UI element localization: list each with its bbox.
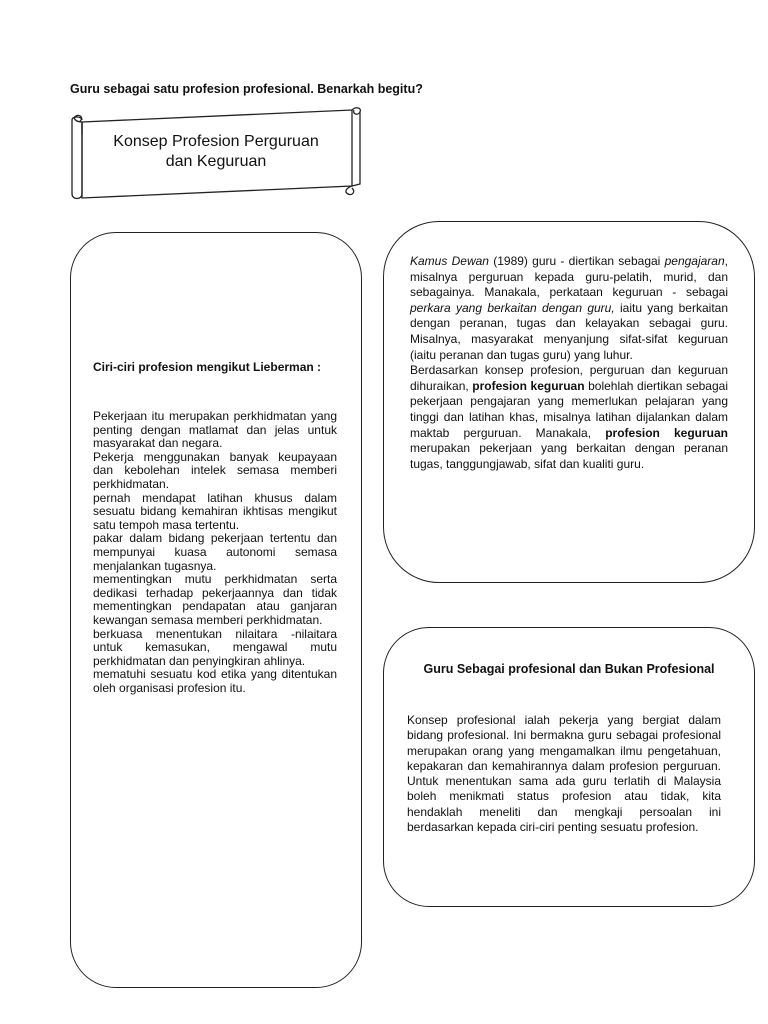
lieberman-item: Pekerja menggunakan banyak keupayaan dan kebolehan intelek semasa memberi perkhidmatan. [93,449,337,491]
profesional-body: Konsep profesional ialah pekerja yang bergiat dalam bidang profesional. Ini bermakna guru sebagai profesional merupakan orang yang mengamalkan ilmu pengetahuan, kepakaran dan kemahirannya dalam profesion perguruan. Untuk menentukan sama ada guru terlatih di Malaysia boleh menikmati status profesion atau tidak, kita hendaklah meneliti dan mengkaji persoalan ini berdasarkan kepada ciri-ciri penting sesuatu profesion. [407,713,721,835]
lieberman-item: mematuhi sesuatu kod etika yang ditentukan oleh organisasi profesion itu. [93,667,337,695]
lieberman-list [93,410,337,695]
title-scroll-banner [68,104,364,204]
banner-title-line2: dan Keguruan [165,153,267,170]
lieberman-item: berkuasa menentukan nilaitara -nilaitara untuk kemasukan, mengawal mutu perkhidmatan dan penyingkiran ahlinya. [93,626,337,668]
lieberman-item: mementingkan mutu perkhidmatan serta dedikasi terhadap pekerjaannya dan tidak mementingkan pendapatan atau ganjaran kewangan semasa memberi perkhidmatan. [93,572,337,627]
definition-text [410,254,728,472]
profesional-heading: Guru Sebagai profesional dan Bukan Profesional [423,662,715,676]
banner-title-line1: Konsep Profesion Perguruan [113,133,319,150]
term-bold: profesion keguruan [605,425,729,440]
source-title: Kamus Dewan [410,254,489,268]
lieberman-heading: Ciri-ciri profesion mengikut Lieberman : [93,360,322,374]
lieberman-item: pakar dalam bidang pekerjaan tertentu dan mempunyai kuasa autonomi semasa menjalankan tugasnya. [93,531,337,573]
definition-paragraph-2: Berdasarkan konsep profesion, perguruan dan keguruan dihuraikan, profesion keguruan bolehlah diertikan sebagai pekerjaan pengajaran yang memerlukan pelajaran yang tinggi dan latihan khas, misalnya latihan dijalankan dalam maktab perguruan. Manakala, profesion keguruan merupakan pekerjaan yang berkaitan dengan peranan tugas, tanggungjawab, sifat dan kualiti guru. [410,363,729,471]
lieberman-item: Pekerjaan itu merupakan perkhidmatan yang penting dengan matlamat dan jelas untuk masyarakat dan negara. [93,409,337,451]
definition-paragraph-1: Kamus Dewan (1989) guru - diertikan sebagai pengajaran, misalnya perguruan kepada guru-pelatih, murid, dan sebagainya. Manakala, perkataan keguruan - sebagai perkara yang berkaitan dengan guru, iaitu yang berkaitan dengan peranan, tugas dan kelayakan sebagai guru. Misalnya, masyarakat menyanjung sifat-sifat keguruan (iaitu peranan dan tugas guru) yang luhur. [410,254,728,362]
term-bold: profesion keguruan [472,378,585,393]
lieberman-item: pernah mendapat latihan khusus dalam sesuatu bidang kemahiran ikhtisas mengikut satu tempoh masa tertentu. [93,490,337,532]
banner-title [84,132,348,172]
page-title: Guru sebagai satu profesion profesional. Benarkah begitu? [70,82,423,96]
